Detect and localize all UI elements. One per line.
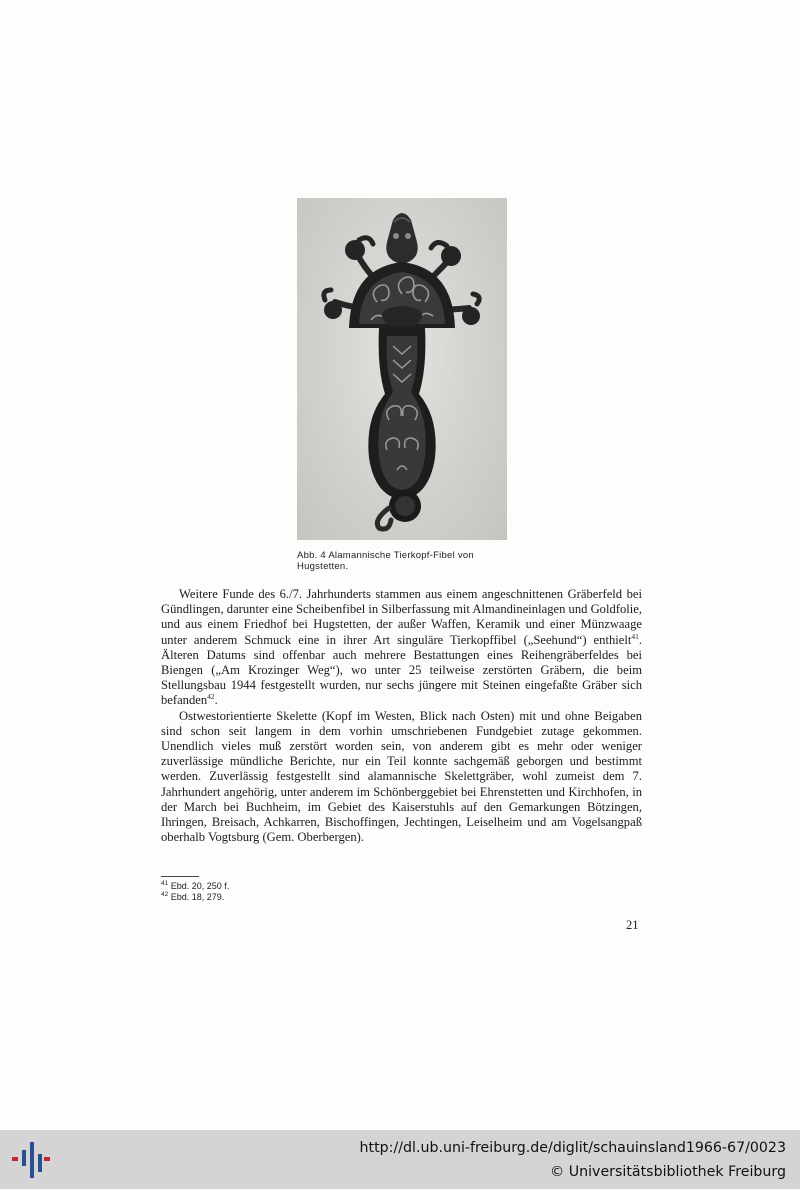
figure-caption <box>297 550 527 572</box>
footnote-number: 42 <box>161 891 169 898</box>
footnote-text: Ebd. 20, 250 f. <box>168 881 230 891</box>
footnote-ref-42: 42 <box>207 692 215 702</box>
footnote-42 <box>161 892 461 903</box>
page-number: 21 <box>626 918 639 932</box>
fibula-photo <box>297 198 507 540</box>
footnotes <box>161 881 461 903</box>
paragraph-2: Ostwestorientierte Skelette (Kopf im Westen, Blick nach Osten) mit und ohne Beigaben sind schon seit langem in dem vorhin umschriebenen Fundgebiet zutage gekommen. Unendlich vieles muß zerstört worden sein, von anderem gibt es mehr oder weniger zuverlässige mündliche Berichte, nur ein Teil konnte sachgemäß geborgen und bestimmt werden. Zuverlässig festgestellt sind alamannische Skelettgräber, wohl zumeist dem 7. Jahrhundert angehörig, unter anderem im Schönberggebiet bei Ehrenstetten und Kirchhofen, in der March bei Buchheim, im Gebiet des Kaiserstuhls auf den Gemarkungen Bötzingen, Ihringen, Breisach, Achkarren, Bischoffingen, Jechtingen, Leiselheim und am Vogelsangpaß oberhalb Vogtsburg (Gem. Oberbergen). <box>161 708 642 845</box>
fibula-image <box>297 198 507 540</box>
permalink-url[interactable]: http://dl.ub.uni-freiburg.de/diglit/schauinsland1966-67/0023 <box>359 1140 786 1156</box>
footnote-number: 41 <box>161 880 169 887</box>
paragraph-1-text-c: . <box>214 693 218 708</box>
footnote-41 <box>161 881 461 892</box>
paragraph-1-text-b: . Älteren Datums sind offenbar auch mehrere Bestattungen eines Reihengräberfeldes bei Biengen („Am Krozinger Weg“), wo unter 25 teilweise zerstörten Gräbern, die beim Stellungsbau 1944 festgestellt wurden, nur sechs jüngere mit Steinen eingefaßte Gräber sich befanden <box>161 632 642 708</box>
caption-line-1: Abb. 4 Alamannische Tierkopf-Fibel von <box>297 550 474 561</box>
footnote-text: Ebd. 18, 279. <box>168 892 225 902</box>
ub-freiburg-logo-icon[interactable] <box>10 1140 50 1180</box>
footnote-ref-41: 41 <box>631 631 639 641</box>
copyright-notice: © Universitätsbibliothek Freiburg <box>550 1164 786 1180</box>
paragraph-1 <box>161 587 642 709</box>
footnote-divider <box>161 876 199 877</box>
paragraph-1-text: Weitere Funde des 6./7. Jahrhunderts stammen aus einem angeschnittenen Gräberfeld bei Gündlingen, darunter eine Scheibenfibel in Silberfassung mit Almandineinlagen und Goldfolie, und aus einem Friedhof bei Hugstetten, der außer Waffen, Keramik und einer Münzwaage unter anderem Schmuck eine in ihrer Art singuläre Tierkopffibel („Seehund“) enthielt <box>161 587 642 647</box>
caption-line-2: Hugstetten. <box>297 561 349 572</box>
viewer-footer <box>0 1130 800 1189</box>
body-text <box>161 587 642 845</box>
